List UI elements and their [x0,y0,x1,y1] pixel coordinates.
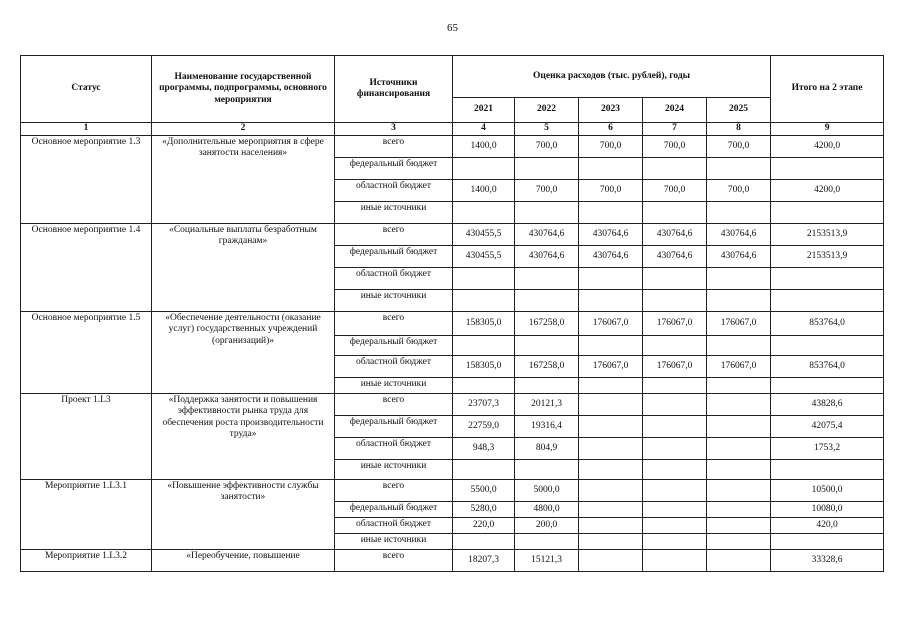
header-estimate: Оценка расходов (тыс. рублей), годы [453,56,771,98]
column-number: 7 [643,123,707,136]
row-year-value: 200,0 [515,518,579,534]
table-row [21,550,884,572]
row-funding-source: всего [335,550,453,572]
row-total-value: 2153513,9 [771,224,884,246]
row-program-name: «Переобучение, повышение [152,550,335,572]
row-year-value [643,502,707,518]
row-total-value: 4200,0 [771,136,884,158]
row-year-value: 176067,0 [707,356,771,378]
row-year-value: 430764,6 [515,224,579,246]
table-row [21,480,884,502]
header-name: Наименование государственной программы, подпрограммы, основного мероприятия [152,56,335,123]
row-status: Основное мероприятие 1.4 [21,224,152,312]
row-year-value [515,460,579,480]
row-year-value [707,378,771,394]
row-year-value: 167258,0 [515,312,579,336]
row-year-value: 176067,0 [643,356,707,378]
row-year-value [707,336,771,356]
row-total-value: 2153513,9 [771,246,884,268]
row-year-value [579,550,643,572]
row-year-value [579,534,643,550]
row-funding-source: федеральный бюджет [335,246,453,268]
row-year-value: 22759,0 [453,416,515,438]
row-total-value [771,336,884,356]
row-year-value: 948,3 [453,438,515,460]
row-funding-source: всего [335,394,453,416]
row-total-value: 853764,0 [771,312,884,336]
row-year-value: 15121,3 [515,550,579,572]
row-status: Основное мероприятие 1.3 [21,136,152,224]
row-funding-source: всего [335,480,453,502]
row-program-name: «Дополнительные мероприятия в сфере занятости населения» [152,136,335,224]
header-year: 2024 [643,98,707,123]
row-year-value: 176067,0 [643,312,707,336]
row-year-value: 176067,0 [579,312,643,336]
row-year-value [579,290,643,312]
row-year-value [453,460,515,480]
row-year-value [579,158,643,180]
row-year-value [579,460,643,480]
row-year-value: 158305,0 [453,312,515,336]
table-row [21,224,884,246]
header-year: 2021 [453,98,515,123]
row-year-value: 23707,3 [453,394,515,416]
row-year-value [643,336,707,356]
column-number: 9 [771,123,884,136]
row-year-value [453,336,515,356]
row-program-name: «Обеспечение деятельности (оказание услуг) государственных учреждений (организаций)» [152,312,335,394]
row-year-value [515,378,579,394]
table-row [21,136,884,158]
row-year-value [453,290,515,312]
row-status: Мероприятие 1.L3.1 [21,480,152,550]
header-status: Статус [21,56,152,123]
column-number: 2 [152,123,335,136]
row-year-value: 700,0 [643,180,707,202]
row-program-name: «Повышение эффективности службы занятости» [152,480,335,550]
row-year-value: 1400,0 [453,136,515,158]
row-year-value [707,518,771,534]
row-year-value: 430764,6 [643,224,707,246]
row-year-value [643,202,707,224]
row-year-value: 700,0 [579,136,643,158]
row-year-value [707,534,771,550]
row-year-value: 430455,5 [453,246,515,268]
row-year-value: 430455,5 [453,224,515,246]
row-year-value [515,290,579,312]
row-year-value: 804,9 [515,438,579,460]
row-year-value [707,268,771,290]
row-total-value [771,534,884,550]
row-year-value: 430764,6 [515,246,579,268]
row-total-value: 10080,0 [771,502,884,518]
row-year-value: 700,0 [579,180,643,202]
row-total-value [771,158,884,180]
row-year-value: 430764,6 [643,246,707,268]
row-year-value [707,460,771,480]
row-year-value [707,550,771,572]
row-year-value: 5000,0 [515,480,579,502]
row-total-value [771,202,884,224]
header-sources: Источники финансирования [335,56,453,123]
row-total-value: 42075,4 [771,416,884,438]
column-number: 6 [579,123,643,136]
row-funding-source: федеральный бюджет [335,158,453,180]
row-funding-source: иные источники [335,202,453,224]
row-year-value [515,202,579,224]
row-year-value [707,158,771,180]
row-year-value [643,158,707,180]
row-year-value: 158305,0 [453,356,515,378]
row-total-value: 420,0 [771,518,884,534]
row-total-value: 33328,6 [771,550,884,572]
row-year-value [707,416,771,438]
table-row [21,312,884,336]
row-year-value: 20121,3 [515,394,579,416]
row-status: Проект 1.L3 [21,394,152,480]
row-total-value: 1753,2 [771,438,884,460]
page-number: 65 [447,22,458,34]
row-year-value [643,394,707,416]
budget-table [20,55,884,572]
row-year-value: 700,0 [515,136,579,158]
row-year-value [579,480,643,502]
row-year-value: 1400,0 [453,180,515,202]
column-number: 4 [453,123,515,136]
column-number: 8 [707,123,771,136]
row-year-value [579,502,643,518]
row-year-value [579,394,643,416]
row-funding-source: иные источники [335,290,453,312]
row-status: Основное мероприятие 1.5 [21,312,152,394]
row-year-value [453,202,515,224]
row-total-value: 4200,0 [771,180,884,202]
row-funding-source: всего [335,136,453,158]
row-program-name: «Социальные выплаты безработным гражданам» [152,224,335,312]
row-year-value [643,268,707,290]
row-funding-source: федеральный бюджет [335,502,453,518]
column-number: 3 [335,123,453,136]
row-year-value [579,518,643,534]
row-funding-source: всего [335,224,453,246]
row-year-value [453,158,515,180]
row-year-value [643,290,707,312]
row-year-value: 430764,6 [707,246,771,268]
row-year-value: 430764,6 [579,246,643,268]
row-total-value [771,290,884,312]
column-number: 5 [515,123,579,136]
row-year-value [707,438,771,460]
row-year-value [643,460,707,480]
row-year-value [579,438,643,460]
row-year-value [643,416,707,438]
row-year-value [707,290,771,312]
row-funding-source: областной бюджет [335,356,453,378]
row-year-value: 430764,6 [579,224,643,246]
row-funding-source: областной бюджет [335,268,453,290]
row-total-value: 43828,6 [771,394,884,416]
row-year-value [579,202,643,224]
row-total-value [771,378,884,394]
row-year-value [707,202,771,224]
row-year-value [579,416,643,438]
column-number: 1 [21,123,152,136]
row-year-value: 700,0 [515,180,579,202]
row-funding-source: федеральный бюджет [335,416,453,438]
header-year: 2025 [707,98,771,123]
row-year-value [515,158,579,180]
row-year-value [643,518,707,534]
row-year-value [643,550,707,572]
row-funding-source: федеральный бюджет [335,336,453,356]
row-funding-source: областной бюджет [335,438,453,460]
column-number-row [21,123,884,136]
row-year-value: 176067,0 [707,312,771,336]
row-year-value: 430764,6 [707,224,771,246]
row-total-value [771,268,884,290]
row-total-value [771,460,884,480]
row-year-value [707,502,771,518]
row-year-value: 220,0 [453,518,515,534]
row-year-value: 18207,3 [453,550,515,572]
row-funding-source: иные источники [335,460,453,480]
row-year-value: 700,0 [707,180,771,202]
row-year-value [515,268,579,290]
row-year-value [453,378,515,394]
header-year: 2023 [579,98,643,123]
row-year-value: 5500,0 [453,480,515,502]
row-year-value [515,336,579,356]
row-funding-source: всего [335,312,453,336]
header-total: Итого на 2 этапе [771,56,884,123]
row-year-value [707,394,771,416]
table-body [21,136,884,572]
row-program-name: «Поддержка занятости и повышения эффективности рынка труда для обеспечения роста производительности труда» [152,394,335,480]
row-year-value [643,438,707,460]
row-year-value [643,378,707,394]
row-year-value: 5280,0 [453,502,515,518]
row-year-value [579,268,643,290]
table-row [21,394,884,416]
row-year-value: 700,0 [707,136,771,158]
row-year-value: 167258,0 [515,356,579,378]
row-year-value [579,378,643,394]
row-year-value [643,480,707,502]
header-year: 2022 [515,98,579,123]
row-year-value [643,534,707,550]
row-status: Мероприятие 1.L3.2 [21,550,152,572]
row-year-value: 176067,0 [579,356,643,378]
row-funding-source: иные источники [335,378,453,394]
row-year-value [579,336,643,356]
row-total-value: 10500,0 [771,480,884,502]
row-total-value: 853764,0 [771,356,884,378]
row-funding-source: областной бюджет [335,518,453,534]
row-year-value: 4800,0 [515,502,579,518]
row-year-value [707,480,771,502]
row-year-value: 19316,4 [515,416,579,438]
row-funding-source: иные источники [335,534,453,550]
row-year-value [453,534,515,550]
row-year-value: 700,0 [643,136,707,158]
row-year-value [453,268,515,290]
row-funding-source: областной бюджет [335,180,453,202]
row-year-value [515,534,579,550]
